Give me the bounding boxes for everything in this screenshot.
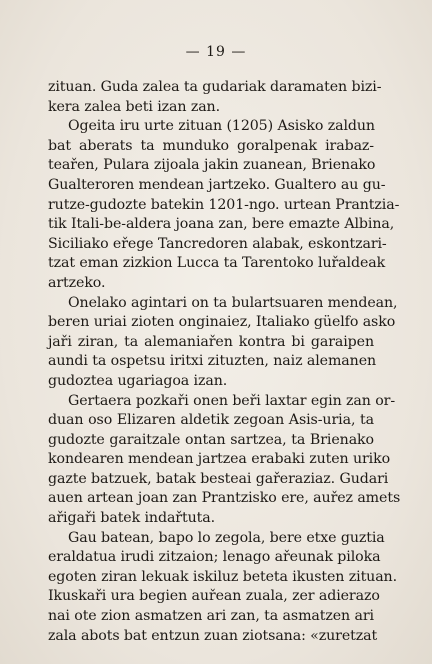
page-number: — 19 — (185, 44, 247, 60)
text-line: zala abots bat entzun zuan ziotsana: «zuretzat (48, 627, 378, 644)
text-line: gazte batzuek, batak besteai gařeraziaz. Gudari (48, 470, 389, 487)
text-line: kondearen mendean jartzea erabaki zuten uriko (48, 451, 391, 468)
body-text (48, 78, 401, 646)
text-line: tik Itali-be-aldera joana zan, bere emazte Albina, (48, 216, 395, 233)
text-line: eraldatua irudi zitzaion; lenago ařeunak piloka (48, 549, 381, 566)
text-line: artzeko. (48, 274, 106, 291)
text-line: egoten ziran lekuak iskiluz beteta ikusten zituan. (48, 568, 398, 585)
text-line: rutze-gudozte batekin 1201-ngo. urtean Prantzia- (48, 196, 400, 213)
text-line: duan oso Elizaren aldetik zegoan Asis-uria, ta (48, 412, 374, 429)
text-line: teařen, Pulara zijoala jakin zuanean, Brienako (48, 157, 376, 174)
text-line: Gertaera pozkaři onen beři laxtar egin zan or- (68, 392, 396, 409)
text-line: jaři ziran, ta alemaniařen kontra bi garaipen (48, 333, 374, 350)
text-line: tzat eman zizkion Lucca ta Tarentoko luřaldeak (48, 255, 386, 272)
text-line: Gau batean, bapo lo zegola, bere etxe guztia (68, 529, 385, 546)
text-line: Siciliako eřege Tancredoren alabak, eskontzari- (48, 235, 387, 252)
text-line: nai ote zion asmatzen ari zan, ta asmatzen ari (48, 608, 374, 625)
text-line: Gualteroren mendean jartzeko. Gualtero au gu- (48, 176, 386, 193)
text-line: Ikuskaři ura begien auřean zuala, zer adierazo (48, 588, 380, 605)
text-line: gudozte garaitzale ontan sartzea, ta Brienako (48, 431, 374, 448)
text-line: aundi ta ospetsu iritxi zituzten, naiz alemanen (48, 353, 377, 370)
text-line: Onelako agintari on ta bulartsuaren mendean, (68, 294, 398, 311)
text-line: zituan. Guda zalea ta gudariak daramaten bizi- (48, 79, 382, 95)
text-line: kera zalea beti izan zan. (48, 98, 221, 115)
text-line: beren uriai zioten onginaiez, Italiako güelfo asko (48, 314, 396, 331)
text-line: gudoztea ugariagoa izan. (48, 372, 228, 389)
text-line: Ogeita iru urte zituan (1205) Asisko zaldun (68, 118, 375, 135)
text-line: bat aberats ta munduko goralpenak irabaz- (48, 137, 374, 154)
text-line: auen artean joan zan Prantzisko ere, auřez amets (48, 490, 401, 507)
text-line: ařigaři batek indařtuta. (48, 510, 215, 527)
